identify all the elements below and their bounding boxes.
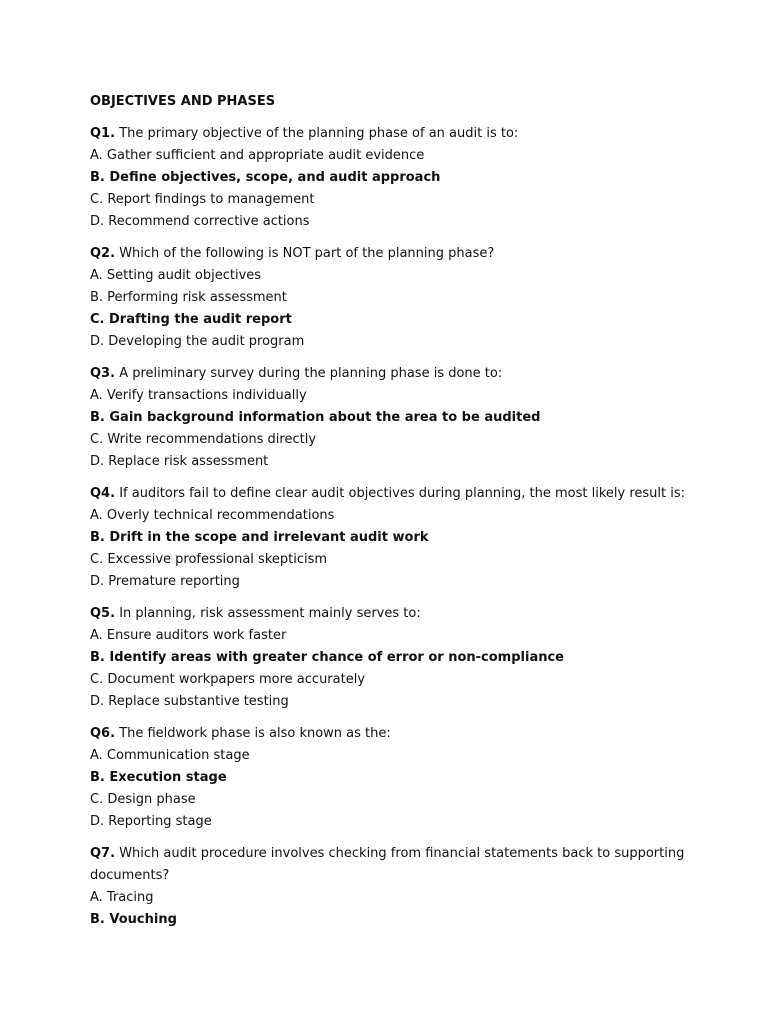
- question-number: Q7.: [90, 846, 116, 861]
- question-number: Q3.: [90, 366, 116, 381]
- question-stem: [90, 123, 730, 145]
- question-block: [90, 723, 730, 833]
- answer-option: D. Developing the audit program: [90, 334, 305, 349]
- question-stem: [90, 483, 730, 505]
- question-text: A preliminary survey during the planning phase is done to:: [119, 366, 503, 381]
- question-text: Which audit procedure involves checking from financial statements back to supporting documents?: [90, 846, 685, 883]
- answer-option: D. Reporting stage: [90, 814, 212, 829]
- answer-option: C. Report findings to management: [90, 192, 315, 207]
- page-title: OBJECTIVES AND PHASES: [90, 94, 276, 109]
- answer-option: C. Write recommendations directly: [90, 432, 317, 447]
- answer-option-correct: B. Execution stage: [90, 770, 227, 785]
- question-number: Q6.: [90, 726, 116, 741]
- question-text: In planning, risk assessment mainly serves to:: [119, 606, 421, 621]
- question-stem: [90, 603, 730, 625]
- answer-option-correct: B. Define objectives, scope, and audit approach: [90, 170, 441, 185]
- answer-option: B. Performing risk assessment: [90, 290, 287, 305]
- question-number: Q5.: [90, 606, 116, 621]
- question-text: If auditors fail to define clear audit objectives during planning, the most likely result is:: [119, 486, 685, 501]
- answer-option: A. Gather sufficient and appropriate audit evidence: [90, 148, 425, 163]
- question-number: Q4.: [90, 486, 116, 501]
- question-list: [90, 123, 730, 931]
- answer-option: D. Replace substantive testing: [90, 694, 289, 709]
- answer-option-correct: B. Drift in the scope and irrelevant audit work: [90, 530, 429, 545]
- question-stem: [90, 843, 730, 887]
- answer-option: D. Replace risk assessment: [90, 454, 269, 469]
- answer-option-correct: B. Identify areas with greater chance of error or non-compliance: [90, 650, 564, 665]
- question-block: [90, 483, 730, 593]
- answer-option: A. Communication stage: [90, 748, 250, 763]
- question-number: Q1.: [90, 126, 116, 141]
- answer-option-correct: B. Vouching: [90, 912, 177, 927]
- answer-option: C. Design phase: [90, 792, 196, 807]
- answer-option: A. Ensure auditors work faster: [90, 628, 287, 643]
- question-stem: [90, 243, 730, 265]
- question-stem: [90, 363, 730, 385]
- question-block: [90, 243, 730, 353]
- answer-option: A. Verify transactions individually: [90, 388, 307, 403]
- answer-option: A. Overly technical recommendations: [90, 508, 335, 523]
- answer-option: D. Recommend corrective actions: [90, 214, 310, 229]
- answer-option: C. Document workpapers more accurately: [90, 672, 366, 687]
- answer-option: A. Tracing: [90, 890, 154, 905]
- answer-option-correct: C. Drafting the audit report: [90, 312, 292, 327]
- answer-option: A. Setting audit objectives: [90, 268, 262, 283]
- question-number: Q2.: [90, 246, 116, 261]
- question-text: Which of the following is NOT part of the planning phase?: [119, 246, 495, 261]
- question-block: [90, 363, 730, 473]
- answer-option: C. Excessive professional skepticism: [90, 552, 328, 567]
- question-text: The primary objective of the planning phase of an audit is to:: [119, 126, 519, 141]
- answer-option: D. Premature reporting: [90, 574, 240, 589]
- question-text: The fieldwork phase is also known as the:: [119, 726, 391, 741]
- question-stem: [90, 723, 730, 745]
- answer-option-correct: B. Gain background information about the area to be audited: [90, 410, 541, 425]
- question-block: [90, 843, 730, 931]
- question-block: [90, 603, 730, 713]
- question-block: [90, 123, 730, 233]
- document-page: [90, 92, 730, 941]
